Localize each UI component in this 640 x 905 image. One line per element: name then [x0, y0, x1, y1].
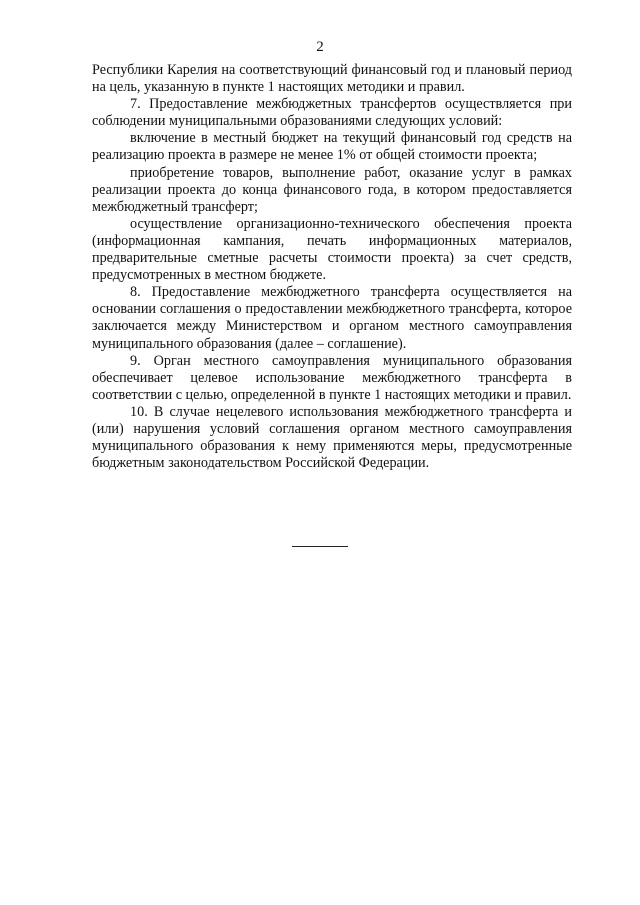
paragraph-condition-support: осуществление организационно-технического обеспечения проекта (информационная кампания, печать информационных материалов, предварительные сметные расчеты стоимости проекта) за счет средств, предусмотренных в местном бюджете. — [92, 215, 572, 284]
paragraph-item-7: 7. Предоставление межбюджетных трансфертов осуществляется при соблюдении муниципальными образованиями следующих условий: — [92, 96, 572, 130]
paragraph-item-10: 10. В случае нецелевого использования межбюджетного трансферта и (или) нарушения условий соглашения органом местного самоуправления муниципального образования к нему применяются меры, предусмотренные бюджетным законодательством Российской Федерации. — [92, 403, 572, 472]
paragraph-continuation: Республики Карелия на соответствующий финансовый год и плановый период на цель, указанную в пункте 1 настоящих методики и правил. — [92, 62, 572, 96]
paragraph-item-8: 8. Предоставление межбюджетного трансферта осуществляется на основании соглашения о предоставлении межбюджетного трансферта, которое заключается между Министерством и органом местного самоуправления муниципального образования (далее – соглашение). — [92, 284, 572, 352]
page-number: 2 — [316, 39, 324, 55]
closing-divider — [292, 546, 348, 547]
paragraph-item-9: 9. Орган местного самоуправления муниципального образования обеспечивает целевое использование межбюджетного трансферта в соответствии с целью, определенной в пункте 1 настоящих методики и правил. — [92, 352, 572, 403]
paragraph-condition-purchase: приобретение товаров, выполнение работ, оказание услуг в рамках реализации проекта до конца финансового года, в котором предоставляется межбюджетный трансферт; — [92, 164, 572, 215]
document-body — [92, 62, 572, 472]
paragraph-condition-budget: включение в местный бюджет на текущий финансовый год средств на реализацию проекта в размере не менее 1% от общей стоимости проекта; — [92, 130, 572, 164]
